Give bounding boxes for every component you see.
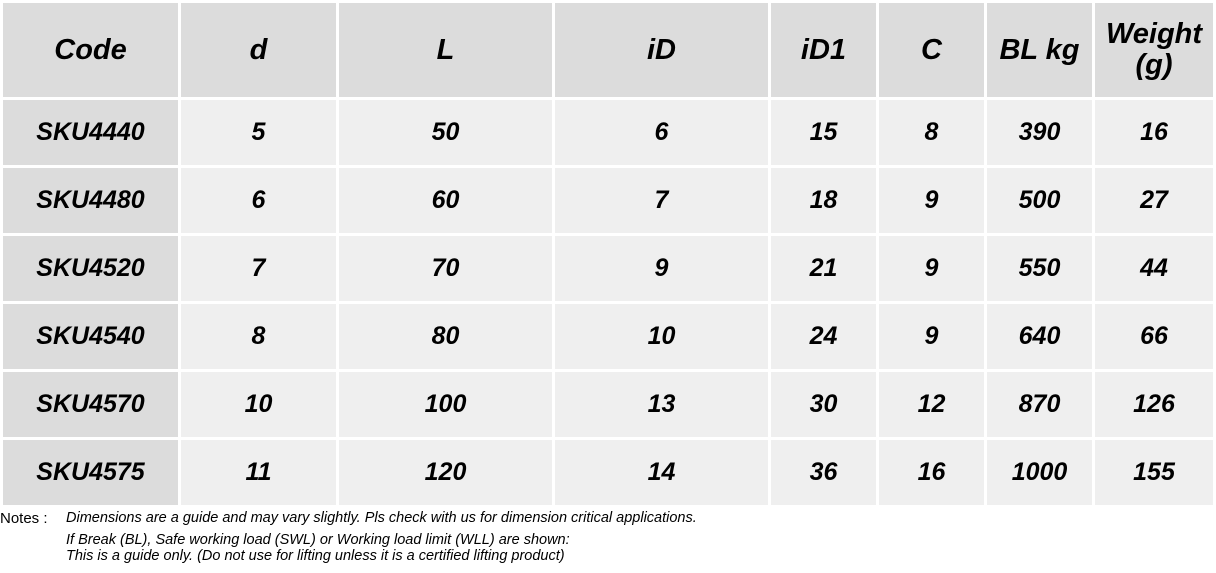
cell-id1: 18 xyxy=(771,168,876,233)
header-bl-kg: BL kg xyxy=(987,3,1092,97)
note-line: Dimensions are a guide and may vary slightly. Pls check with us for dimension critical applications. xyxy=(66,510,697,526)
cell-weight: 44 xyxy=(1095,236,1213,301)
cell-id: 10 xyxy=(555,304,768,369)
cell-weight: 27 xyxy=(1095,168,1213,233)
header-weight: Weight (g) xyxy=(1095,3,1213,97)
cell-code: SKU4520 xyxy=(3,236,178,301)
cell-l: 80 xyxy=(339,304,552,369)
header-row xyxy=(3,3,1213,97)
cell-c: 8 xyxy=(879,100,984,165)
cell-id1: 21 xyxy=(771,236,876,301)
cell-d: 5 xyxy=(181,100,336,165)
cell-id: 13 xyxy=(555,372,768,437)
cell-id1: 24 xyxy=(771,304,876,369)
header-id1: iD1 xyxy=(771,3,876,97)
cell-c: 9 xyxy=(879,168,984,233)
note-line: This is a guide only. (Do not use for lifting unless it is a certified lifting product) xyxy=(66,548,565,564)
cell-bl-kg: 640 xyxy=(987,304,1092,369)
cell-code: SKU4570 xyxy=(3,372,178,437)
cell-bl-kg: 870 xyxy=(987,372,1092,437)
table-body xyxy=(3,100,1213,505)
cell-weight: 16 xyxy=(1095,100,1213,165)
table-row xyxy=(3,100,1213,165)
notes-label: Notes : xyxy=(0,510,48,527)
note-line: If Break (BL), Safe working load (SWL) or Working load limit (WLL) are shown: xyxy=(66,531,570,548)
cell-id: 6 xyxy=(555,100,768,165)
header-c: C xyxy=(879,3,984,97)
header-code: Code xyxy=(3,3,178,97)
table-row xyxy=(3,236,1213,301)
cell-d: 10 xyxy=(181,372,336,437)
cell-bl-kg: 1000 xyxy=(987,440,1092,505)
table-row xyxy=(3,168,1213,233)
cell-id1: 30 xyxy=(771,372,876,437)
cell-weight: 66 xyxy=(1095,304,1213,369)
cell-d: 6 xyxy=(181,168,336,233)
cell-code: SKU4480 xyxy=(3,168,178,233)
notes-lines xyxy=(66,510,697,565)
cell-id1: 15 xyxy=(771,100,876,165)
table-row xyxy=(3,372,1213,437)
cell-bl-kg: 550 xyxy=(987,236,1092,301)
cell-code: SKU4540 xyxy=(3,304,178,369)
cell-d: 7 xyxy=(181,236,336,301)
header-l: L xyxy=(339,3,552,97)
cell-weight: 126 xyxy=(1095,372,1213,437)
cell-c: 16 xyxy=(879,440,984,505)
cell-id1: 36 xyxy=(771,440,876,505)
cell-c: 9 xyxy=(879,304,984,369)
cell-d: 8 xyxy=(181,304,336,369)
table-row xyxy=(3,440,1213,505)
header-d: d xyxy=(181,3,336,97)
cell-code: SKU4440 xyxy=(3,100,178,165)
cell-code: SKU4575 xyxy=(3,440,178,505)
cell-id: 9 xyxy=(555,236,768,301)
cell-bl-kg: 390 xyxy=(987,100,1092,165)
cell-l: 120 xyxy=(339,440,552,505)
table-row xyxy=(3,304,1213,369)
cell-id: 7 xyxy=(555,168,768,233)
cell-d: 11 xyxy=(181,440,336,505)
cell-c: 12 xyxy=(879,372,984,437)
cell-l: 70 xyxy=(339,236,552,301)
cell-bl-kg: 500 xyxy=(987,168,1092,233)
cell-weight: 155 xyxy=(1095,440,1213,505)
cell-l: 50 xyxy=(339,100,552,165)
cell-l: 100 xyxy=(339,372,552,437)
cell-id: 14 xyxy=(555,440,768,505)
cell-l: 60 xyxy=(339,168,552,233)
cell-c: 9 xyxy=(879,236,984,301)
header-id: iD xyxy=(555,3,768,97)
